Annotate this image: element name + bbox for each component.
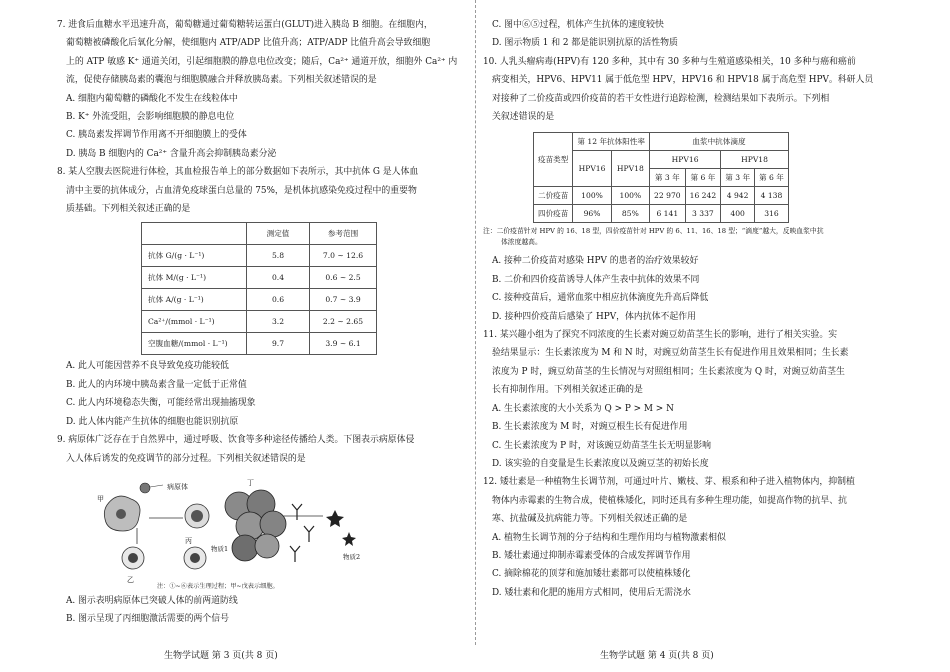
table-row: [142, 311, 377, 333]
q12-option-d: D. 矮壮素和化肥的施用方式相同，使用后无需浇水: [492, 587, 691, 598]
label-bing: 丙: [185, 536, 192, 545]
q7-option-a: A. 细胞内葡萄糖的磷酸化不发生在线粒体中: [66, 93, 238, 104]
table-cell: Ca²⁺/(mmol · L⁻¹): [142, 311, 247, 333]
table-header-cell: 第 6 年: [755, 169, 789, 187]
q9-line: 入人体后诱发的免疫调节的部分过程。下列相关叙述错误的是: [66, 453, 306, 464]
question-9: [57, 431, 464, 629]
q11-line: 验结果显示：生长素浓度为 M 和 N 时，对豌豆幼苗茎生长有促进作用且效果相同；生长素: [492, 348, 849, 359]
label-yi: 乙: [127, 575, 134, 584]
q12-line: 12. 矮壮素是一种植物生长调节剂，可通过叶片、嫩枝、芽、根系和种子进入植物体内，抑制植: [483, 477, 855, 488]
blood-test-table: [141, 222, 377, 355]
table-cell: 9.7: [247, 333, 310, 355]
question-10: [483, 53, 895, 326]
table-header-cell: 第 12 年抗体阳性率: [573, 133, 650, 151]
q8-line: 清中主要的抗体成分，占血清免疫球蛋白总量的 75%，是机体抗感染免疫过程中的重要物: [66, 185, 417, 196]
q12-option-a: A. 植物生长调节剂的分子结构和生理作用均与植物激素相似: [492, 532, 726, 543]
table-cell: 0.4: [247, 267, 310, 289]
q9-option-a: A. 图示表明病原体已突破人体的前两道防线: [66, 595, 238, 606]
q12-line: 物体内赤霉素的生物合成，使植株矮化，同时还具有多种生理功能，如提高作物的抗旱、抗: [492, 495, 847, 506]
q7-line: 葡萄糖被磷酸化后氧化分解，使细胞内 ATP/ADP 比值升高；ATP/ADP 比值升高会导致细胞: [66, 38, 431, 49]
hpv-vaccine-table: [533, 132, 789, 223]
table-header-cell: 血浆中抗体滴度: [650, 133, 789, 151]
q9-option-b: B. 图示呈现了丙细胞激活需要的两个信号: [66, 614, 230, 625]
cell-ding-cluster-icon: [225, 490, 286, 561]
label-jia: 甲: [97, 494, 104, 503]
q10-line: 病变相关，HPV6、HPV11 属于低危型 HPV，HPV16 和 HPV18 属于高危型 HPV。科研人员: [492, 75, 874, 86]
table-header-cell: [142, 223, 247, 245]
q10-line: 关叙述错误的是: [492, 112, 555, 123]
q12-option-b: B. 矮壮素通过抑制赤霉素受体的合成发挥调节作用: [492, 550, 691, 561]
q8-option-a: A. 此人可能因营养不良导致免疫功能较低: [66, 361, 229, 372]
table-header-cell: 第 3 年: [721, 169, 755, 187]
q7-line: 流，促使存储胰岛素的囊泡与细胞膜融合并释放胰岛素。下列相关叙述错误的是: [66, 75, 377, 86]
table-cell: 0.7 ~ 3.9: [310, 289, 377, 311]
table-cell: 316: [755, 205, 789, 223]
q8-option-d: D. 此人体内能产生抗体的细胞也能识别抗原: [66, 416, 239, 427]
table-header-cell: 疫苗类型: [534, 133, 573, 187]
table-header-cell: 第 6 年: [685, 169, 721, 187]
q12-option-c: C. 摘除棉花的顶芽和施加矮壮素都可以使植株矮化: [492, 569, 691, 580]
table-cell: 抗体 A/(g · L⁻¹): [142, 289, 247, 311]
table-cell: 空腹血糖/(mmol · L⁻¹): [142, 333, 247, 355]
page-footer: 生物学试题 第 3 页(共 8 页): [164, 651, 278, 661]
table-cell: 85%: [611, 205, 649, 223]
table-cell: 0.6: [247, 289, 310, 311]
q10-option-b: B. 二价和四价疫苗诱导人体产生表中抗体的效果不同: [492, 274, 700, 285]
table-row: [534, 205, 789, 223]
question-12: [483, 473, 895, 602]
table-cell: 6 141: [650, 205, 686, 223]
table-cell: 4 138: [755, 187, 789, 205]
q11-option-d: D. 该实验的自变量是生长素浓度以及豌豆茎的初始长度: [492, 458, 709, 469]
cell-yi-icon: [122, 547, 144, 569]
table-cell: 0.6 ~ 2.5: [310, 267, 377, 289]
table-cell: 3 337: [685, 205, 721, 223]
table-row: [142, 245, 377, 267]
table-row: [142, 333, 377, 355]
table-cell: 100%: [573, 187, 611, 205]
table-cell: 5.8: [247, 245, 310, 267]
q10-line: 对接种了二价疫苗或四价疫苗的若干女性进行追踪检测，检测结果如下表所示。下列相: [492, 93, 830, 104]
table-header-cell: HPV18: [721, 151, 789, 169]
table-cell: 四价疫苗: [534, 205, 573, 223]
question-7: [57, 16, 464, 163]
q11-option-a: A. 生长素浓度的大小关系为 Q > P > M > N: [492, 403, 674, 414]
table-cell: 抗体 G/(g · L⁻¹): [142, 245, 247, 267]
q8-option-c: C. 此人内环境稳态失衡，可能经常出现抽搐现象: [66, 398, 256, 409]
q11-option-c: C. 生长素浓度为 P 时，对该豌豆幼苗茎生长无明显影响: [492, 440, 711, 451]
q11-option-b: B. 生长素浓度为 M 时，对豌豆根生长有促进作用: [492, 422, 688, 433]
table-header-cell: HPV18: [611, 151, 649, 187]
question-8: [57, 163, 464, 431]
q10-option-a: A. 接种二价疫苗对感染 HPV 的患者的治疗效果较好: [492, 256, 699, 267]
question-11: [483, 326, 895, 473]
q10-option-d: D. 接种四价疫苗后感染了 HPV，体内抗体不起作用: [492, 311, 697, 322]
q8-line: 8. 某人空腹去医院进行体检，其血检报告单上的部分数据如下表所示，其中抗体 G 是人体血: [57, 167, 419, 178]
right-column: [483, 16, 895, 602]
q10-option-c: C. 接种疫苗后，通常血浆中相应抗体滴度先升高后降低: [492, 293, 709, 304]
immune-diagram: [87, 470, 367, 580]
page-footer: 生物学试题 第 4 页(共 8 页): [600, 651, 714, 661]
q7-line: 7. 进食后血糖水平迅速升高，葡萄糖通过葡萄糖转运蛋白(GLUT)进入胰岛 B 细胞。在细胞内，: [57, 20, 433, 30]
table-cell: 3.9 ~ 6.1: [310, 333, 377, 355]
q7-line: 上的 ATP 敏感 K⁺ 通道关闭，引起细胞膜的静息电位改变；随后，Ca²⁺ 通道开放，细胞外 Ca²⁺ 内: [66, 56, 458, 67]
page-4: [475, 0, 950, 672]
q11-line: 长有抑制作用。下列相关叙述正确的是: [492, 385, 643, 396]
table-row: [142, 289, 377, 311]
label-substance-1: 物质1: [211, 544, 229, 553]
table-header-row: [142, 223, 377, 245]
table-cell: 二价疫苗: [534, 187, 573, 205]
table-cell: 2.2 ~ 2.65: [310, 311, 377, 333]
table-row: [142, 267, 377, 289]
q8-option-b: B. 此人的内环境中胰岛素含量一定低于正常值: [66, 379, 247, 390]
q7-option-b: B. K⁺ 外流受阻，会影响细胞膜的静息电位: [66, 112, 235, 123]
table-cell: 16 242: [685, 187, 721, 205]
label-substance-2: 物质2: [343, 552, 361, 561]
q10-note-line: 注：二价疫苗针对 HPV 的 16、18 型，四价疫苗针对 HPV 的 6、11、16、18 型；“滴度”越大，反映血浆中抗: [483, 227, 824, 236]
table-header-row: [534, 133, 789, 151]
table-cell: 96%: [573, 205, 611, 223]
table-cell: 100%: [611, 187, 649, 205]
left-column: [57, 16, 464, 629]
label-ding: 丁: [247, 478, 254, 487]
pathogen-icon: [140, 483, 163, 493]
table-header-cell: 测定值: [247, 223, 310, 245]
q10-note-line: 体浓度越高。: [501, 238, 542, 247]
q12-line: 寒、抗盐碱及抗病能力等。下列相关叙述正确的是: [492, 514, 688, 525]
antibody-icon: [290, 504, 314, 562]
q8-line: 质基础。下列相关叙述正确的是: [66, 204, 191, 215]
table-cell: 3.2: [247, 311, 310, 333]
cell-jia-icon: [104, 496, 140, 531]
q11-line: 浓度为 P 时，豌豆幼苗茎的生长情况与对照组相同；生长素浓度为 Q 时，对豌豆幼苗茎生: [492, 366, 845, 377]
table-cell: 抗体 M/(g · L⁻¹): [142, 267, 247, 289]
cell-bing-icon: [185, 504, 209, 528]
q9-line: 9. 病原体广泛存在于自然界中，通过呼吸、饮食等多种途径传播给人类。下图表示病原体侵: [57, 435, 415, 446]
substance-2-icon: [326, 510, 356, 546]
table-header-cell: 第 3 年: [650, 169, 686, 187]
figure-note: 注：①~⑥表示生理过程；甲~戊表示细胞。: [157, 582, 279, 590]
table-row: [534, 187, 789, 205]
table-header-cell: HPV16: [650, 151, 721, 169]
table-header-cell: HPV16: [573, 151, 611, 187]
q10-line: 10. 人乳头瘤病毒(HPV)有 120 多种，其中有 30 多种与生殖道感染相关，10 多种与癌和癌前: [483, 56, 856, 67]
q11-line: 11. 某兴趣小组为了探究不同浓度的生长素对豌豆幼苗茎生长的影响，进行了相关实验。实: [483, 330, 838, 341]
q7-option-d: D. 胰岛 B 细胞内的 Ca²⁺ 含量升高会抑制胰岛素分泌: [66, 148, 277, 159]
table-cell: 7.0 ~ 12.6: [310, 245, 377, 267]
label-pathogen: 病原体: [167, 482, 188, 491]
q9-option-d: D. 图示物质 1 和 2 都是能识别抗原的活性物质: [492, 38, 678, 49]
q7-option-c: C. 胰岛素发挥调节作用离不开细胞膜上的受体: [66, 130, 247, 141]
table-cell: 4 942: [721, 187, 755, 205]
table-header-cell: 参考范围: [310, 223, 377, 245]
immune-process-figure: [87, 470, 367, 592]
table-cell: 400: [721, 205, 755, 223]
q9-option-c: C. 图中⑥⑤过程，机体产生抗体的速度较快: [492, 20, 664, 30]
table-cell: 22 970: [650, 187, 686, 205]
